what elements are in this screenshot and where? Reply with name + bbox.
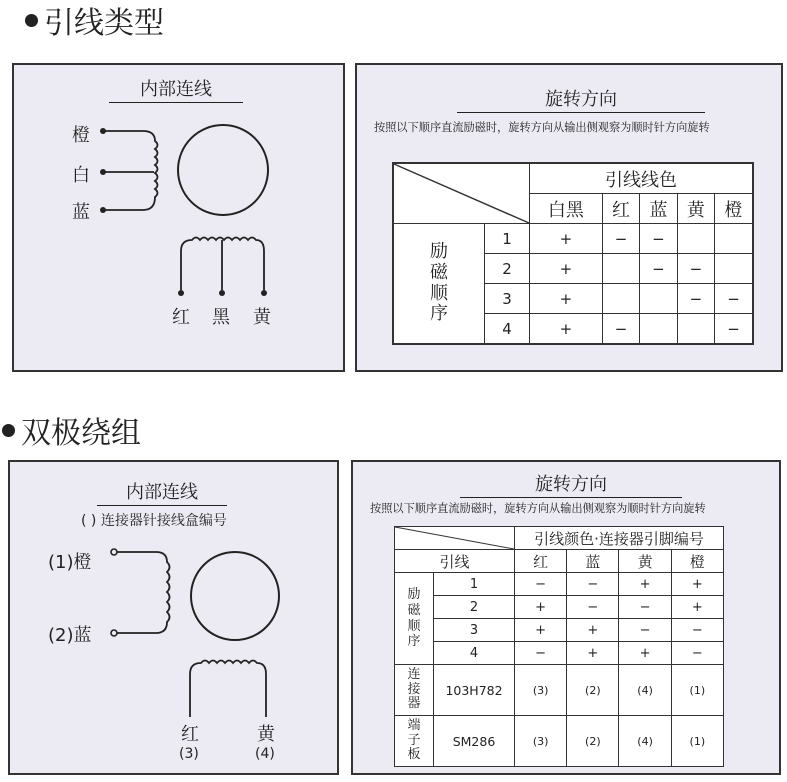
table-cell: + xyxy=(530,314,603,345)
panel-heading: 旋转方向 xyxy=(460,470,682,498)
panel-heading: 旋转方向 xyxy=(457,85,705,113)
table-cell: + xyxy=(671,573,723,596)
pin-number: (3) xyxy=(179,746,199,762)
panel-heading: 内部连线 xyxy=(109,75,243,103)
coil-left xyxy=(143,131,158,210)
table-cell: − xyxy=(640,254,677,284)
terminal-dot xyxy=(219,290,225,296)
table-cell: − xyxy=(567,573,619,596)
step-number: 1 xyxy=(434,573,515,596)
lead-label-black: 黑 xyxy=(212,307,230,328)
step-number: 1 xyxy=(485,224,530,254)
coil-left xyxy=(156,552,170,633)
column-header: 红 xyxy=(602,194,639,224)
pin-cell: (3) xyxy=(515,716,567,767)
table-cell: + xyxy=(619,573,671,596)
table-cell: + xyxy=(530,284,603,314)
section-title-lead-type: 引线类型 xyxy=(25,0,164,42)
rotation-note: 按照以下顺序直流励磁时，旋转方向从输出侧观察为顺时针方向旋转 xyxy=(374,121,710,134)
connector-label: 连接器 xyxy=(395,665,434,716)
step-number: 2 xyxy=(485,254,530,284)
table-cell: + xyxy=(567,619,619,642)
column-header: 白黑 xyxy=(530,194,603,224)
step-number: 3 xyxy=(434,619,515,642)
table-cell xyxy=(602,284,639,314)
table-cell: − xyxy=(567,596,619,619)
table-cell: − xyxy=(715,284,753,314)
column-header: 蓝 xyxy=(567,550,619,573)
diagonal-header-cell xyxy=(393,163,530,224)
lead-label-orange: 橙 xyxy=(72,125,90,146)
pin-cell: (4) xyxy=(619,716,671,767)
table-cell xyxy=(640,314,677,345)
step-number: 4 xyxy=(485,314,530,345)
table-cell: + xyxy=(567,642,619,665)
row-group-header: 励磁顺序 xyxy=(395,573,434,665)
table-cell xyxy=(602,254,639,284)
column-header: 橙 xyxy=(671,550,723,573)
table-cell: − xyxy=(640,224,677,254)
terminal-model: SM286 xyxy=(434,716,515,767)
rotor-circle xyxy=(191,552,279,640)
column-header: 橙 xyxy=(715,194,753,224)
table-cell: + xyxy=(671,596,723,619)
table-cell: − xyxy=(677,284,714,314)
column-header: 红 xyxy=(515,550,567,573)
pin-cell: (4) xyxy=(619,665,671,716)
pin-cell: (3) xyxy=(515,665,567,716)
table-cell xyxy=(677,224,714,254)
terminal-open xyxy=(111,549,117,555)
row-group-header: 励磁顺序 xyxy=(393,224,485,345)
table-cell: − xyxy=(602,224,639,254)
bullet-icon xyxy=(25,14,38,27)
panel-heading: 内部连线 xyxy=(97,478,227,506)
lead-label-blue: (2)蓝 xyxy=(48,625,92,646)
table-cell: + xyxy=(515,596,567,619)
coil-bottom xyxy=(190,661,266,718)
table-cell: − xyxy=(677,254,714,284)
terminal-label: 端子板 xyxy=(395,716,434,767)
rotation-note: 按照以下顺序直流励磁时，旋转方向从输出侧观察为顺时针方向旋转 xyxy=(370,502,706,515)
bipolar-wiring-panel xyxy=(8,460,339,775)
pin-cell: (2) xyxy=(567,665,619,716)
table-cell: − xyxy=(671,619,723,642)
pin-number: (4) xyxy=(255,746,275,762)
bipolar-excitation-table xyxy=(394,526,724,767)
lead-label-blue: 蓝 xyxy=(72,202,90,223)
diagonal-header-cell xyxy=(395,527,515,550)
section-title-bipolar: 双极绕组 xyxy=(2,408,141,452)
pin-cell: (1) xyxy=(671,665,723,716)
group-header: 引线线色 xyxy=(530,163,754,194)
table-cell xyxy=(715,254,753,284)
lead-label-yellow: 黄 xyxy=(253,307,271,328)
step-number: 4 xyxy=(434,642,515,665)
connector-subheading: ( ) 连接器针接线盒编号 xyxy=(81,513,227,529)
terminal-open xyxy=(111,630,117,636)
table-cell xyxy=(677,314,714,345)
column-header: 蓝 xyxy=(640,194,677,224)
table-cell: − xyxy=(619,619,671,642)
table-cell: + xyxy=(530,224,603,254)
group-header: 引线颜色·连接器引脚编号 xyxy=(515,527,724,550)
lead-header: 引线 xyxy=(395,550,515,573)
unipolar-excitation-table xyxy=(392,162,754,345)
lead-label-white: 白 xyxy=(72,165,90,186)
lead-label-yellow: 黄 xyxy=(257,724,275,745)
lead-label-orange: (1)橙 xyxy=(48,552,92,573)
table-cell: − xyxy=(602,314,639,345)
lead-label-red: 红 xyxy=(181,724,199,745)
unipolar-wiring-panel xyxy=(12,63,345,372)
step-number: 2 xyxy=(434,596,515,619)
step-number: 3 xyxy=(485,284,530,314)
table-cell: − xyxy=(671,642,723,665)
rotor-circle xyxy=(178,125,268,215)
bipolar-wiring-diagram xyxy=(10,462,341,777)
table-cell xyxy=(640,284,677,314)
table-cell: + xyxy=(530,254,603,284)
table-cell: − xyxy=(715,314,753,345)
table-cell: + xyxy=(515,619,567,642)
table-cell xyxy=(715,224,753,254)
table-cell: − xyxy=(515,573,567,596)
terminal-dot xyxy=(261,290,267,296)
table-cell: − xyxy=(619,596,671,619)
pin-cell: (1) xyxy=(671,716,723,767)
column-header: 黄 xyxy=(619,550,671,573)
column-header: 黄 xyxy=(677,194,714,224)
bullet-icon xyxy=(2,424,15,437)
lead-label-red: 红 xyxy=(172,307,190,328)
table-cell: + xyxy=(619,642,671,665)
pin-cell: (2) xyxy=(567,716,619,767)
table-cell: − xyxy=(515,642,567,665)
connector-model: 103H782 xyxy=(434,665,515,716)
terminal-dot xyxy=(178,290,184,296)
